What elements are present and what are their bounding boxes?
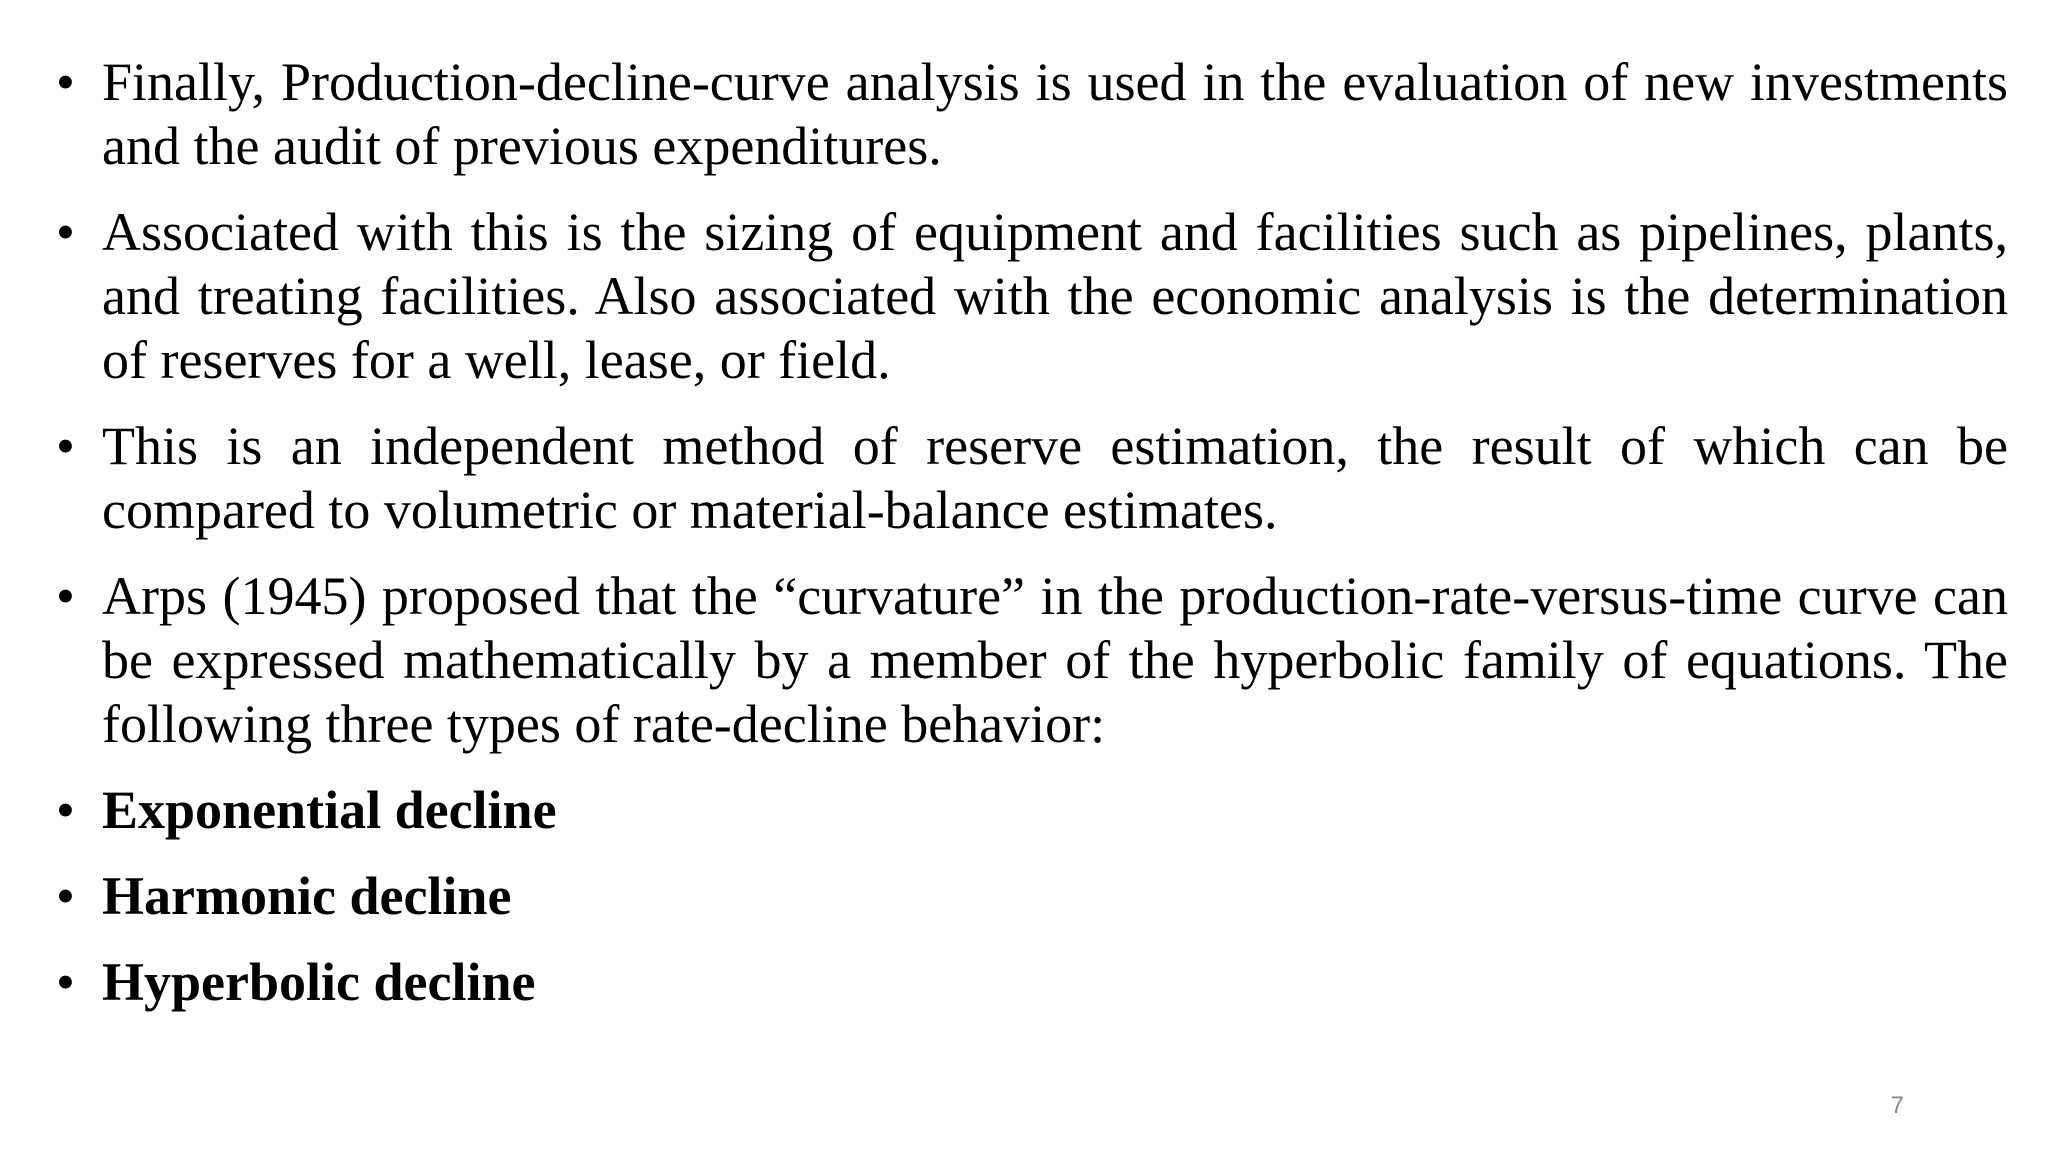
bullet-item-reserve-estimation xyxy=(52,414,2008,542)
bullet-item-evaluation xyxy=(52,50,2008,178)
bullet-dot-icon: • xyxy=(56,566,75,626)
bullet-dot-icon: • xyxy=(56,780,75,840)
bullet-item-hyperbolic xyxy=(52,950,2008,1014)
bullet-text: Arps (1945) proposed that the “curvature” in the production-rate-versus-time curve can be expressed mathematically by a member of the hyperbolic family of equations. The following three types of rate-decline behavior: xyxy=(102,566,2008,754)
bullet-item-exponential xyxy=(52,778,2008,842)
bullet-dot-icon: • xyxy=(56,52,75,112)
bullet-dot-icon: • xyxy=(56,866,75,926)
bullet-item-arps xyxy=(52,564,2008,756)
bullet-text-hyperbolic: Hyperbolic decline xyxy=(102,952,536,1012)
bullet-text: Associated with this is the sizing of equipment and facilities such as pipelines, plants, and treating facilities. Also associated with the economic analysis is the determination of reserves for a well, lease, or field. xyxy=(102,202,2008,390)
bullet-dot-icon: • xyxy=(56,202,75,262)
bullet-text-exponential: Exponential decline xyxy=(102,780,557,840)
bullet-text: This is an independent method of reserve estimation, the result of which can be compared to volumetric or material-balance estimates. xyxy=(102,416,2008,540)
bullet-text: Finally, Production-decline-curve analysis is used in the evaluation of new investments and the audit of previous expenditures. xyxy=(102,52,2008,176)
bullet-dot-icon: • xyxy=(56,952,75,1012)
bullet-item-sizing xyxy=(52,200,2008,392)
bullet-list xyxy=(52,50,2008,1036)
bullet-text-harmonic: Harmonic decline xyxy=(102,866,512,926)
bullet-item-harmonic xyxy=(52,864,2008,928)
bullet-dot-icon: • xyxy=(56,416,75,476)
page-number: 7 xyxy=(1890,1092,1904,1119)
